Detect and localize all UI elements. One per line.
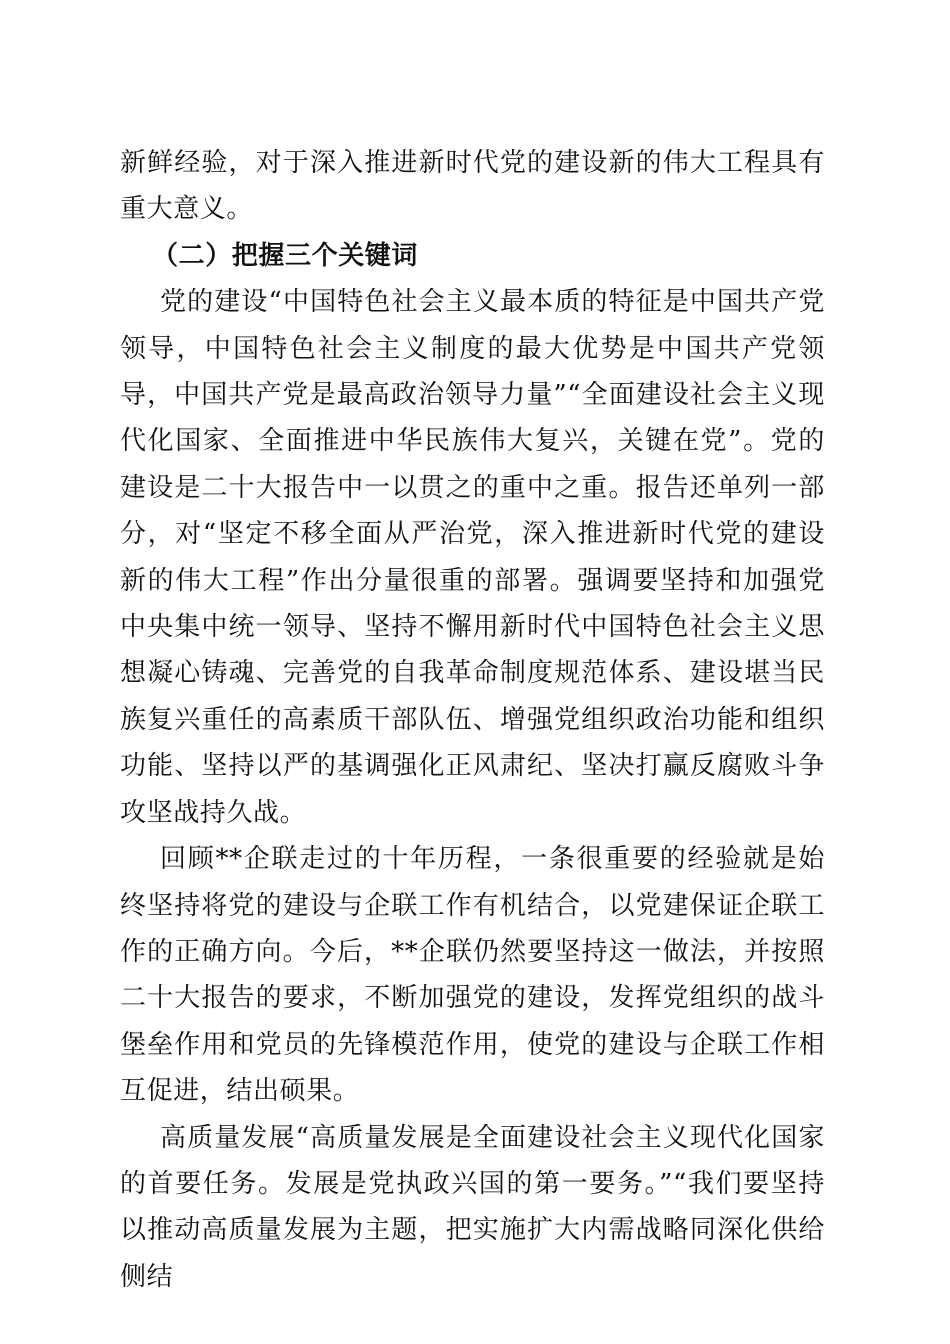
paragraph-high-quality-development: 高质量发展“高质量发展是全面建设社会主义现代化国家的首要任务。发展是党执政兴国的第一要务。”“我们要坚持以推动高质量发展为主题，把实施扩大内需战略同深化供给侧结 bbox=[120, 1122, 825, 1292]
paragraph-review: 回顾**企联走过的十年历程，一条很重要的经验就是始终坚持将党的建设与企联工作有机结合，以党建保证企联工作的正确方向。今后，**企联仍然要坚持这一做法，并按照二十大报告的要求，不断加强党的建设，发挥党组织的战斗堡垒作用和党员的先锋模范作用，使党的建设与企联工作相互促进，结出硕果。 bbox=[120, 844, 825, 1107]
paragraph-party-building: 党的建设“中国特色社会主义最本质的特征是中国共产党领导，中国特色社会主义制度的最大优势是中国共产党领导，中国共产党是最高政治领导力量”“全面建设社会主义现代化国家、全面推进中华民族伟大复兴，关键在党”。党的建设是二十大报告中一以贯之的重中之重。报告还单列一部分，对“坚定不移全面从严治党，深入推进新时代党的建设新的伟大工程”作出分量很重的部署。强调要坚持和加强党中央集中统一领导、坚持不懈用新时代中国特色社会主义思想凝心铸魂、完善党的自我革命制度规范体系、建设堪当民族复兴重任的高素质干部队伍、增强党组织政治功能和组织功能、坚持以严的基调强化正风肃纪、坚决打赢反腐败斗争攻坚战持久战。 bbox=[120, 287, 825, 828]
section-heading: （二）把握三个关键词 bbox=[152, 240, 419, 271]
document-body bbox=[120, 140, 825, 1300]
paragraph-continuation: 新鲜经验，对于深入推进新时代党的建设新的伟大工程具有重大意义。 bbox=[120, 148, 825, 225]
